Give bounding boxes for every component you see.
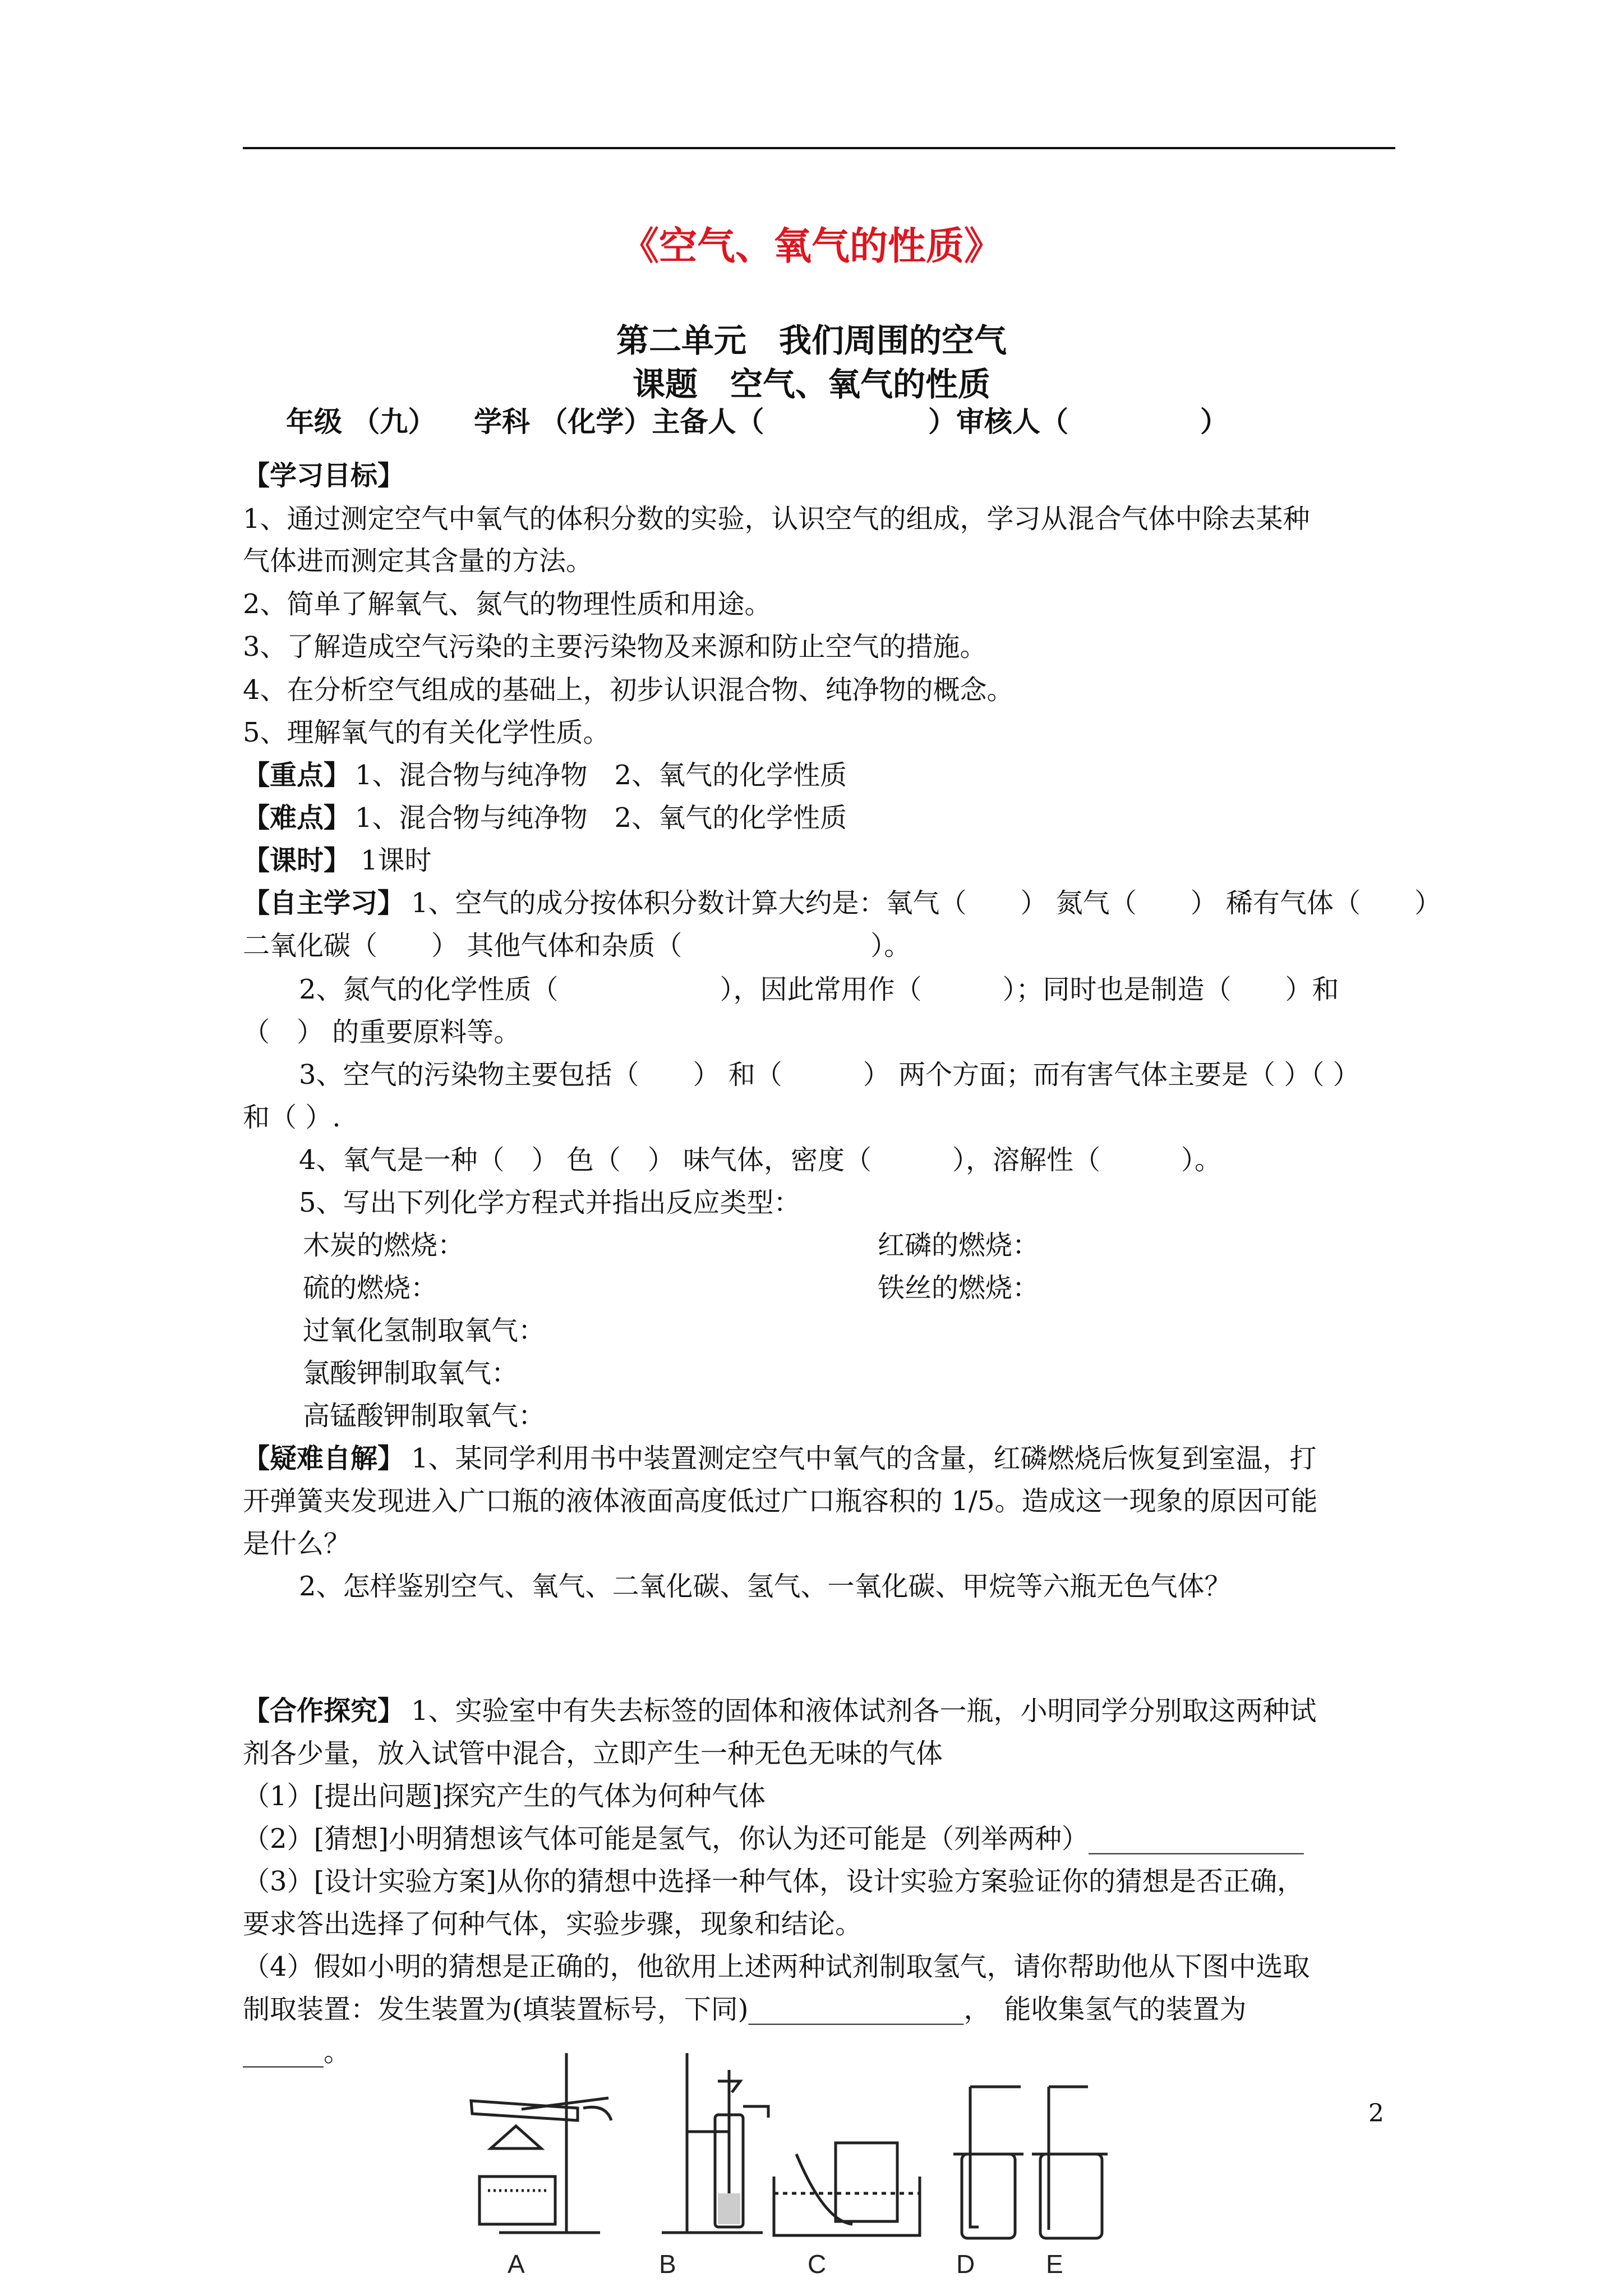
topic-title: 课题 空气、氧气的性质 bbox=[632, 365, 990, 403]
cooperative-step-3a: （3）[设计实验方案]从你的猜想中选择一种气体，设计实验方案验证你的猜想是否正确， bbox=[243, 1866, 1304, 1897]
document-title: 《空气、氧气的性质》 bbox=[620, 224, 1002, 269]
objective-item: 4、在分析空气组成的基础上，初步认识混合物、纯净物的概念。 bbox=[243, 674, 1014, 706]
self-study-q1b: 二氧化碳（ ） 其他气体和杂质（ ）。 bbox=[243, 930, 911, 961]
difficult-points-label: 【难点】 bbox=[243, 802, 351, 834]
apparatus-label-a: A bbox=[508, 2249, 525, 2279]
self-study-q3a: 3、空气的污染物主要包括（ ） 和（ ） 两个方面；而有害气体主要是（ ）（ ） bbox=[299, 1059, 1360, 1091]
apparatus-a bbox=[471, 2053, 611, 2279]
objective-item: 1、通过测定空气中氧气的体积分数的实验，认识空气的组成，学习从混合气体中除去某种 bbox=[243, 503, 1310, 535]
cooperative-step-4a: （4）假如小明的猜想是正确的，他欲用上述两种试剂制取氢气，请你帮助他从下图中选取 bbox=[243, 1951, 1310, 1982]
apparatus-e bbox=[1032, 2087, 1108, 2279]
apparatus-b bbox=[659, 2053, 768, 2279]
reaction-charcoal: 木炭的燃烧： bbox=[303, 1230, 465, 1261]
objective-item: 5、理解氧气的有关化学性质。 bbox=[243, 717, 610, 748]
apparatus-c bbox=[774, 2143, 920, 2279]
apparatus-label-c: C bbox=[808, 2249, 827, 2279]
cooperative-step-1: （1）[提出问题]探究产生的气体为何种气体 bbox=[243, 1780, 766, 1812]
self-study-q5: 5、写出下列化学方程式并指出反应类型： bbox=[299, 1187, 801, 1218]
self-study-q4: 4、氧气是一种（ ） 色（ ） 味气体，密度（ ），溶解性（ ）。 bbox=[299, 1144, 1222, 1176]
cooperative-intro-b: 剂各少量，放入试管中混合，立即产生一种无色无味的气体 bbox=[243, 1738, 943, 1769]
apparatus-d bbox=[953, 2087, 1023, 2279]
self-solve-label: 【疑难自解】 bbox=[243, 1443, 405, 1474]
cooperative-step-3b: 要求答出选择了何种气体，实验步骤，现象和结论。 bbox=[243, 1908, 863, 1940]
self-solve-q1c: 是什么？ bbox=[243, 1528, 351, 1559]
reaction-kclo3: 氯酸钾制取氧气： bbox=[303, 1358, 519, 1389]
objective-item: 气体进而测定其含量的方法。 bbox=[243, 545, 593, 577]
cooperative-intro-a: 1、实验室中有失去标签的固体和液体试剂各一瓶，小明同学分别取这两种试 bbox=[411, 1695, 1317, 1727]
cooperative-step-2: （2）[猜想]小明猜想该气体可能是氢气，你认为还可能是（列举两种）________________ bbox=[243, 1823, 1304, 1855]
self-study-q2a: 2、氮气的化学性质（ ），因此常用作（ ）；同时也是制造（ ）和 bbox=[299, 974, 1339, 1005]
self-study-q3b: 和（ ）. bbox=[243, 1102, 341, 1133]
objectives-heading: 【学习目标】 bbox=[243, 460, 405, 491]
apparatus-figure bbox=[437, 2042, 1178, 2283]
cooperative-label: 【合作探究】 bbox=[243, 1695, 405, 1727]
reviewer-close: ） bbox=[1200, 406, 1228, 438]
objective-item: 2、简单了解氧气、氮气的物理性质和用途。 bbox=[243, 588, 772, 620]
apparatus-label-d: D bbox=[956, 2249, 975, 2279]
apparatus-label-e: E bbox=[1046, 2249, 1063, 2279]
class-hours-label: 【课时】 bbox=[243, 845, 351, 876]
class-hours-text: 1课时 bbox=[361, 845, 432, 876]
page-number: 2 bbox=[1368, 2099, 1384, 2128]
key-points-label: 【重点】 bbox=[243, 760, 351, 791]
reaction-iron-wire: 铁丝的燃烧： bbox=[878, 1272, 1040, 1304]
self-solve-q1a: 1、某同学利用书中装置测定空气中氧气的含量，红磷燃烧后恢复到室温，打 bbox=[411, 1443, 1317, 1474]
difficult-points-text: 1、混合物与纯净物 2、氧气的化学性质 bbox=[355, 802, 847, 834]
reaction-h2o2: 过氧化氢制取氧气： bbox=[303, 1315, 546, 1346]
reaction-kmno4: 高锰酸钾制取氧气： bbox=[303, 1400, 546, 1432]
self-study-q1a: 1、空气的成分按体积分数计算大约是：氧气（ ） 氮气（ ） 稀有气体（ ） bbox=[411, 887, 1442, 919]
header-rule bbox=[243, 147, 1395, 149]
reviewer-label: ）审核人（ bbox=[928, 406, 1068, 438]
self-solve-q1b: 开弹簧夹发现进入广口瓶的液体液面高度低过广口瓶容积的 1/5。造成这一现象的原因可能 bbox=[243, 1485, 1318, 1517]
reaction-red-phosphorus: 红磷的燃烧： bbox=[878, 1230, 1040, 1261]
self-study-q2b: （ ） 的重要原料等。 bbox=[243, 1016, 521, 1048]
reaction-sulfur: 硫的燃烧： bbox=[303, 1272, 438, 1304]
unit-title: 第二单元 我们周围的空气 bbox=[616, 321, 1007, 360]
key-points-text: 1、混合物与纯净物 2、氧气的化学性质 bbox=[355, 760, 847, 791]
grade-label: 年级 （九） bbox=[286, 406, 436, 438]
self-solve-q2: 2、怎样鉴别空气、氧气、二氧化碳、氢气、一氧化碳、甲烷等六瓶无色气体？ bbox=[299, 1571, 1232, 1602]
cooperative-step-4b: 制取装置：发生装置为(填装置标号，下同)________________， 能收集氢气的装置为 bbox=[243, 1994, 1247, 2025]
subject-label: 学科 （化学）主备人（ bbox=[474, 406, 764, 438]
apparatus-label-b: B bbox=[659, 2249, 676, 2279]
cooperative-step-4c: ______。 bbox=[243, 2036, 351, 2068]
self-study-label: 【自主学习】 bbox=[243, 887, 405, 919]
objective-item: 3、了解造成空气污染的主要污染物及来源和防止空气的措施。 bbox=[243, 631, 987, 662]
